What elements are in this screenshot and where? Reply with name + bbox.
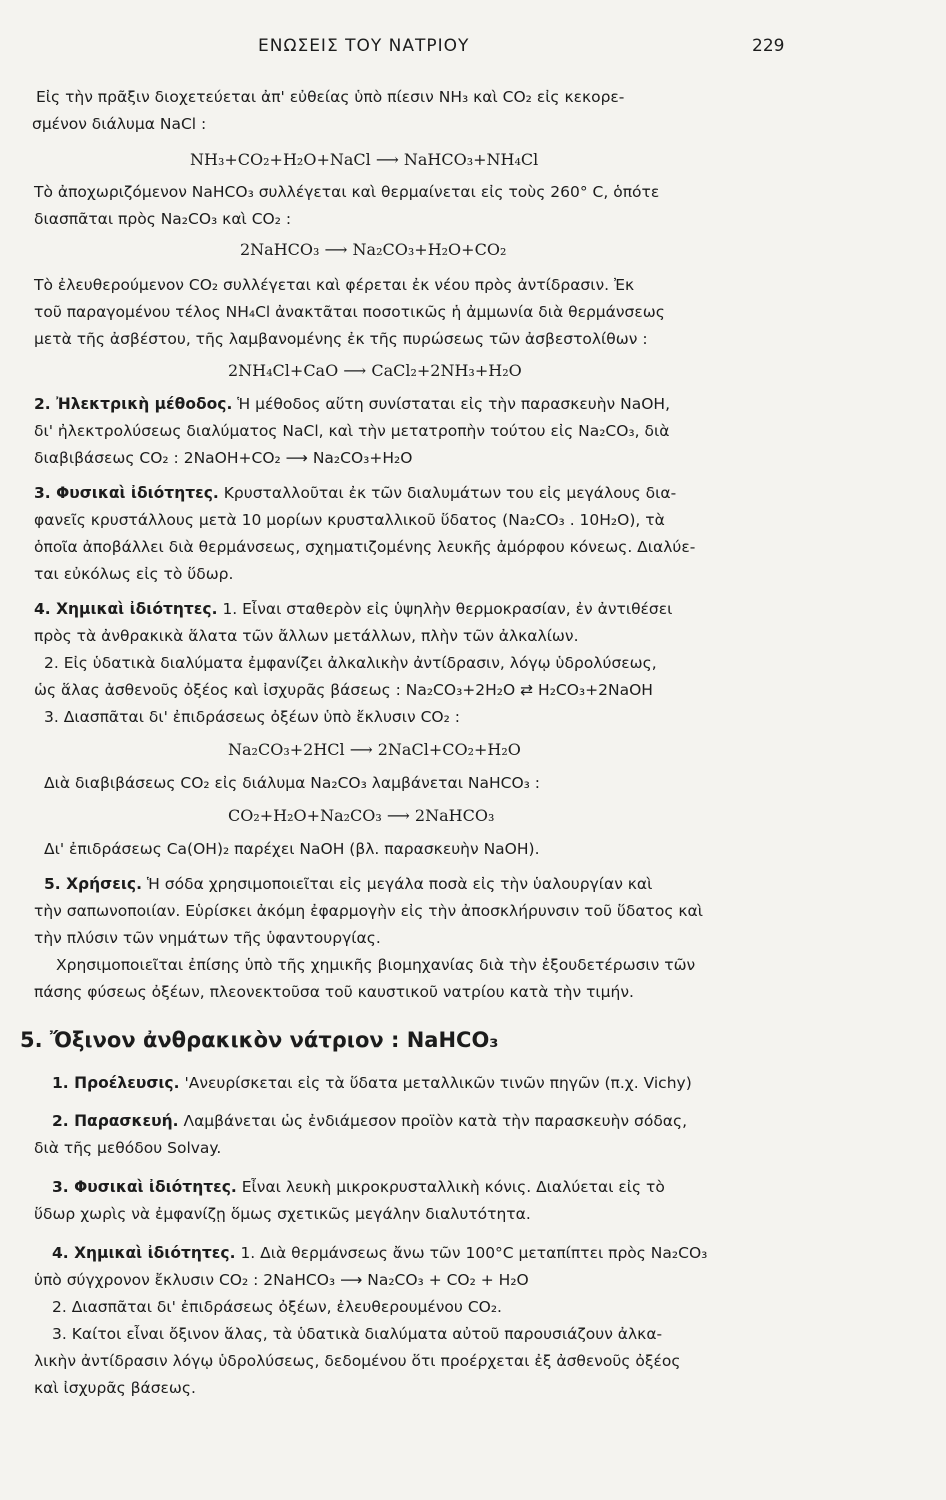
text-line: 2. Διασπᾶται δι' ἐπιδράσεως ὀξέων, ἐλευθερουμένου CO₂. bbox=[52, 1298, 502, 1316]
text-line bbox=[52, 1178, 665, 1196]
text-line bbox=[52, 1244, 707, 1262]
text-line: Εἰς τὴν πρᾶξιν διοχετεύεται ἀπ' εὐθείας ὑπὸ πίεσιν NH₃ καὶ CO₂ εἰς κεκορε- bbox=[36, 88, 625, 106]
text-span: Ἡ μέθοδος αὕτη συνίσταται εἰς τὴν παρασκευὴν NaOH, bbox=[237, 395, 671, 413]
text-line bbox=[34, 395, 670, 413]
text-line: 3. Καίτοι εἶναι ὄξινον ἅλας, τὰ ὑδατικὰ διαλύματα αὐτοῦ παρουσιάζουν ἀλκα- bbox=[52, 1325, 663, 1343]
text-line: Τὸ ἐλευθερούμενον CO₂ συλλέγεται καὶ φέρεται ἐκ νέου πρὸς ἀντίδρασιν. Ἐκ bbox=[34, 276, 635, 294]
page-number: 229 bbox=[752, 36, 785, 56]
text-line: σμένον διάλυμα NaCl : bbox=[32, 115, 207, 133]
text-line: καὶ ἰσχυρᾶς βάσεως. bbox=[34, 1379, 196, 1397]
text-line: φανεῖς κρυστάλλους μετὰ 10 μορίων κρυσταλλικοῦ ὕδατος (Na₂CO₃ . 10H₂O), τὰ bbox=[34, 511, 665, 529]
running-title: ΕΝΩΣΕΙΣ ΤΟΥ ΝΑΤΡΙΟΥ bbox=[258, 36, 470, 56]
text-line bbox=[52, 1074, 692, 1092]
text-line: 2. Εἰς ὑδατικὰ διαλύματα ἐμφανίζει ἀλκαλικὴν ἀντίδρασιν, λόγῳ ὑδρολύσεως, bbox=[44, 654, 657, 672]
text-line bbox=[34, 600, 672, 618]
text-line: 3. Διασπᾶται δι' ἐπιδράσεως ὀξέων ὑπὸ ἔκλυσιν CO₂ : bbox=[44, 708, 460, 726]
heading-preparation: 2. Παρασκευή. bbox=[52, 1112, 179, 1130]
text-line: Χρησιμοποιεῖται ἐπίσης ὑπὸ τῆς χημικῆς βιομηχανίας διὰ τὴν ἐξουδετέρωσιν τῶν bbox=[56, 956, 696, 974]
equation: 2NH₄Cl+CaO ⟶ CaCl₂+2NH₃+H₂O bbox=[228, 361, 522, 380]
text-line: μετὰ τῆς ἀσβέστου, τῆς λαμβανομένης ἐκ τῆς πυρώσεως τῶν ἀσβεστολίθων : bbox=[34, 330, 648, 348]
equation: Na₂CO₃+2HCl ⟶ 2NaCl+CO₂+H₂O bbox=[228, 740, 521, 759]
text-line: ὁποῖα ἀποβάλλει διὰ θερμάνσεως, σχηματιζομένης λευκῆς ἀμόρφου κόνεως. Διαλύε- bbox=[34, 538, 696, 556]
text-line bbox=[52, 1112, 687, 1130]
text-line: διασπᾶται πρὸς Na₂CO₃ καὶ CO₂ : bbox=[34, 210, 292, 228]
text-span: Εἶναι λευκὴ μικροκρυσταλλικὴ κόνις. Διαλύεται εἰς τὸ bbox=[241, 1178, 665, 1196]
heading-physical-properties-2: 3. Φυσικαὶ ἰδιότητες. bbox=[52, 1178, 237, 1196]
text-line: Δι' ἐπιδράσεως Ca(OH)₂ παρέχει NaOH (βλ. παρασκευὴν NaOH). bbox=[44, 840, 540, 858]
heading-uses: 5. Χρήσεις. bbox=[44, 875, 142, 893]
heading-chemical-properties: 4. Χημικαὶ ἰδιότητες. bbox=[34, 600, 218, 618]
text-line: ται εὐκόλως εἰς τὸ ὕδωρ. bbox=[34, 565, 234, 583]
text-line: Διὰ διαβιβάσεως CO₂ εἰς διάλυμα Na₂CO₃ λαμβάνεται NaHCO₃ : bbox=[44, 774, 541, 792]
text-line: δι' ἠλεκτρολύσεως διαλύματος NaCl, καὶ τὴν μετατροπὴν τούτου εἰς Na₂CO₃, διὰ bbox=[34, 422, 670, 440]
text-line: διὰ τῆς μεθόδου Solvay. bbox=[34, 1139, 222, 1157]
text-line: πάσης φύσεως ὀξέων, πλεονεκτοῦσα τοῦ καυστικοῦ νατρίου κατὰ τὴν τιμήν. bbox=[34, 983, 634, 1001]
text-line: τοῦ παραγομένου τέλος NH₄Cl ἀνακτᾶται ποσοτικῶς ἡ ἀμμωνία διὰ θερμάνσεως bbox=[34, 303, 665, 321]
equation: CO₂+H₂O+Na₂CO₃ ⟶ 2NaHCO₃ bbox=[228, 806, 495, 825]
heading-chemical-properties-2: 4. Χημικαὶ ἰδιότητες. bbox=[52, 1244, 236, 1262]
text-line: τὴν πλύσιν τῶν νημάτων τῆς ὑφαντουργίας. bbox=[34, 929, 381, 947]
text-line: ὡς ἅλας ἀσθενοῦς ὀξέος καὶ ἰσχυρᾶς βάσεως : Na₂CO₃+2H₂O ⇄ H₂CO₃+2NaOH bbox=[34, 681, 653, 699]
text-line: Τὸ ἀποχωριζόμενον NaHCO₃ συλλέγεται καὶ θερμαίνεται εἰς τοὺς 260° C, ὁπότε bbox=[34, 183, 660, 201]
equation: NH₃+CO₂+H₂O+NaCl ⟶ NaHCO₃+NH₄Cl bbox=[190, 150, 539, 169]
text-line bbox=[34, 484, 676, 502]
text-line: λικὴν ἀντίδρασιν λόγῳ ὑδρολύσεως, δεδομένου ὅτι προέρχεται ἐξ ἀσθενοῦς ὀξέος bbox=[34, 1352, 681, 1370]
text-span: 'Ανευρίσκεται εἰς τὰ ὕδατα μεταλλικῶν τινῶν πηγῶν (π.χ. Vichy) bbox=[184, 1074, 692, 1092]
text-span: Ἡ σόδα χρησιμοποιεῖται εἰς μεγάλα ποσὰ εἰς τὴν ὑαλουργίαν καὶ bbox=[146, 875, 653, 893]
heading-electric-method: 2. Ἠλεκτρικὴ μέθοδος. bbox=[34, 395, 233, 413]
text-line: πρὸς τὰ ἀνθρακικὰ ἅλατα τῶν ἄλλων μετάλλων, πλὴν τῶν ἀλκαλίων. bbox=[34, 627, 579, 645]
heading-physical-properties: 3. Φυσικαὶ ἰδιότητες. bbox=[34, 484, 219, 502]
text-span: Λαμβάνεται ὡς ἐνδιάμεσον προϊὸν κατὰ τὴν παρασκευὴν σόδας, bbox=[183, 1112, 688, 1130]
text-line: διαβιβάσεως CO₂ : 2NaOH+CO₂ ⟶ Na₂CO₃+H₂O bbox=[34, 449, 413, 467]
section-title: 5. Ὄξινον ἀνθρακικὸν νάτριον : NaHCO₃ bbox=[20, 1028, 499, 1052]
text-line: τὴν σαπωνοποιίαν. Εὑρίσκει ἀκόμη ἐφαρμογὴν εἰς τὴν ἀποσκλήρυνσιν τοῦ ὕδατος καὶ bbox=[34, 902, 703, 920]
page-header bbox=[0, 36, 946, 60]
text-span: 1. Εἶναι σταθερὸν εἰς ὑψηλὴν θερμοκρασίαν, ἐν ἀντιθέσει bbox=[222, 600, 673, 618]
text-line: ὑπὸ σύγχρονον ἔκλυσιν CO₂ : 2NaHCO₃ ⟶ Na₂CO₃ + CO₂ + H₂O bbox=[34, 1271, 529, 1289]
text-span: 1. Διὰ θερμάνσεως ἄνω τῶν 100°C μεταπίπτει πρὸς Na₂CO₃ bbox=[240, 1244, 708, 1262]
equation: 2NaHCO₃ ⟶ Na₂CO₃+H₂O+CO₂ bbox=[240, 240, 507, 259]
text-span: Κρυσταλλοῦται ἐκ τῶν διαλυμάτων του εἰς μεγάλους δια- bbox=[223, 484, 677, 502]
text-line bbox=[44, 875, 652, 893]
text-line: ὕδωρ χωρὶς νὰ ἐμφανίζῃ ὅμως σχετικῶς μεγάλην διαλυτότητα. bbox=[34, 1205, 531, 1223]
heading-origin: 1. Προέλευσις. bbox=[52, 1074, 180, 1092]
